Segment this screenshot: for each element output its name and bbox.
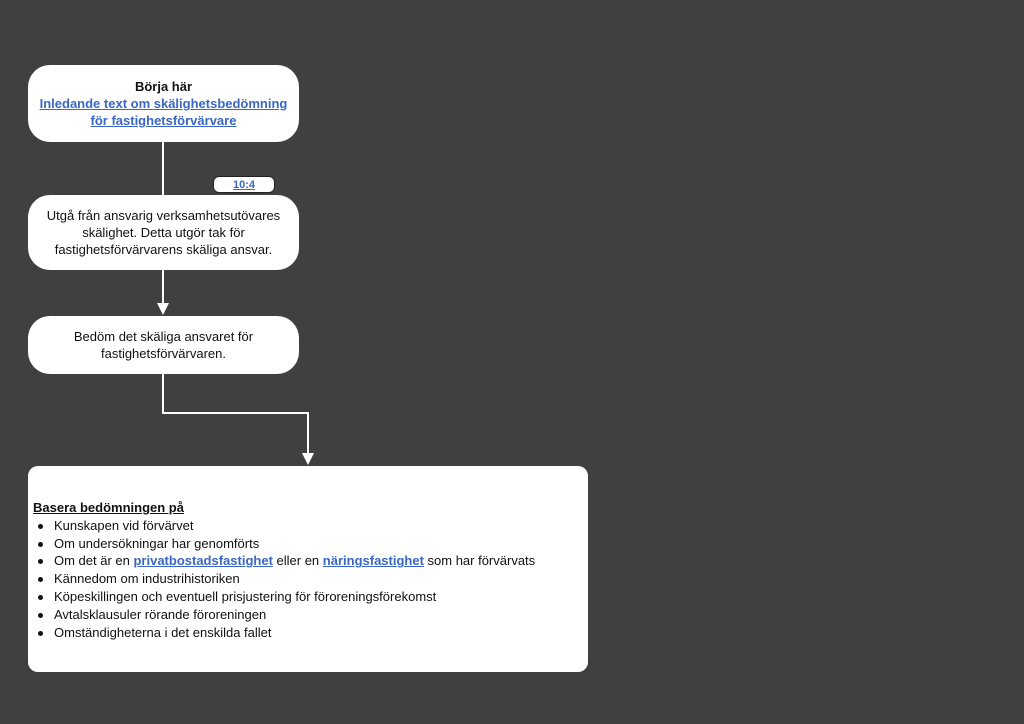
step2-node [28,316,299,374]
mixed-mid: eller en [272,553,323,569]
list-item [33,552,582,570]
intro-link-line2[interactable]: för fastighetsförvärvare [90,113,237,128]
arrowhead-basis [302,453,314,465]
intro-link[interactable] [40,95,288,129]
step2-line2: fastighetsförvärvaren. [100,346,226,361]
list-item: Kunskapen vid förvärvet [33,517,582,535]
mixed-pre: Om det är en [54,553,134,569]
arrowhead-step2 [157,303,169,315]
mixed-post: som har förvärvats [423,553,536,569]
privatbostad-link[interactable]: privatbostadsfastighet [133,553,273,569]
connector-step2-to-basis [163,374,308,456]
basis-heading: Basera bedömningen på [33,500,184,515]
law-reference-badge[interactable]: 10:4 [213,176,275,193]
start-node [28,65,299,142]
basis-node [28,466,588,672]
list-item: Om undersökningar har genomförts [33,535,582,553]
step1-node [28,195,299,270]
step1-line3: fastighetsförvärvarens skäliga ansvar. [54,242,273,257]
list-item: Omständigheterna i det enskilda fallet [33,624,582,642]
intro-link-line1[interactable]: Inledande text om skälighetsbedömning [39,96,288,111]
basis-list [33,517,582,642]
naringsfastighet-link[interactable]: näringsfastighet [322,553,424,569]
step2-line1: Bedöm det skäliga ansvaret för [73,329,254,344]
list-item: Kännedom om industrihistoriken [33,570,582,588]
list-item: Köpeskillingen och eventuell prisjustering för föroreningsförekomst [33,588,582,606]
step1-line1: Utgå från ansvarig verksamhetsutövares [46,208,281,223]
list-item: Avtalsklausuler rörande föroreningen [33,606,582,624]
step1-line2: skälighet. Detta utgör tak för [82,225,245,240]
start-title: Börja här [134,79,193,94]
